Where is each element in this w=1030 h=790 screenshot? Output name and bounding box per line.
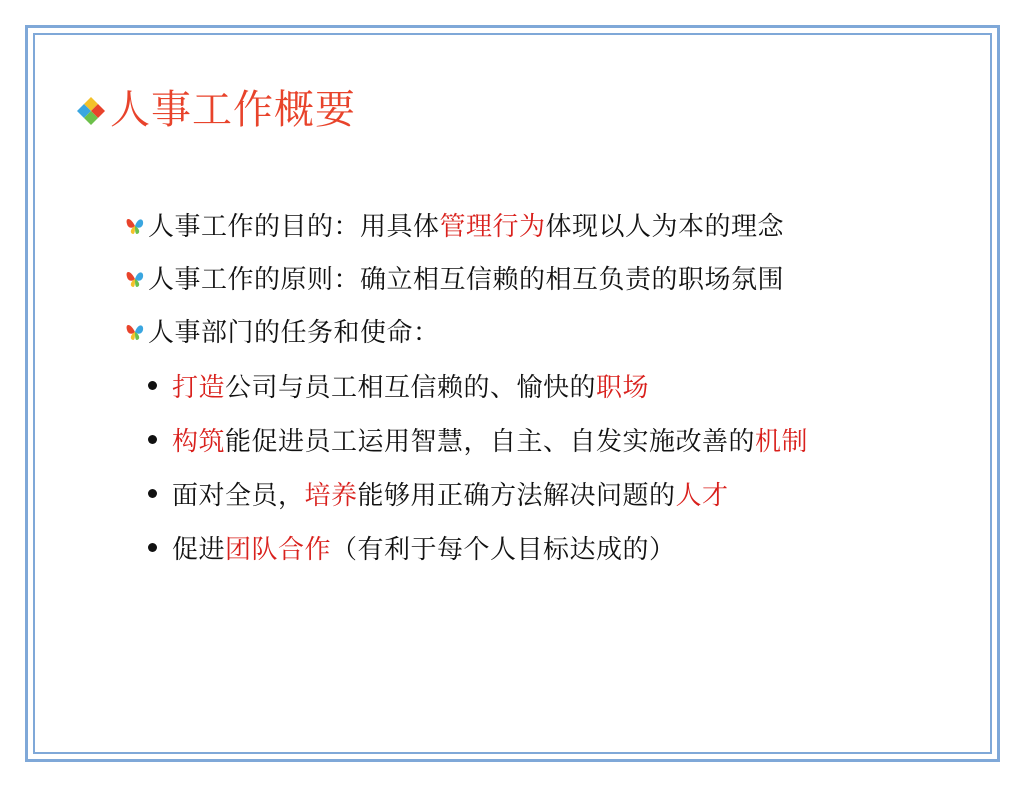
list-item-text [148,259,784,296]
bullet-dot-icon [148,381,157,390]
highlight-text: 人才 [675,480,729,511]
highlight-text: 打造 [172,372,226,403]
list-item [148,412,808,466]
text-segment: 人事部门的任务和使命： [148,318,440,348]
text-segment: （有利于每个人目标达成的） [331,534,676,565]
diamond-cluster-icon [76,95,106,125]
highlight-text: 培养 [304,480,358,511]
list-item-text [172,475,729,512]
list-item [124,304,784,357]
text-segment: 体现以人为本的理念 [545,212,785,242]
text-segment: 面对全员， [172,480,305,511]
list-item [124,251,784,304]
highlight-text: 构筑 [172,426,226,457]
text-segment: 促进 [172,534,226,565]
slide-title: 人事工作概要 [110,87,356,133]
list-item-text [172,367,649,404]
butterfly-icon [124,320,146,342]
slide-title-row [76,80,356,140]
text-segment: 人事工作的原则：确立相互信赖的相互负责的职场氛围 [148,265,785,295]
text-segment: 能促进员工运用智慧，自主、自发实施改善的 [225,426,756,457]
highlight-text: 机制 [755,426,809,457]
list-item-text [172,421,808,458]
list-item [148,358,808,412]
bullet-dot-icon [148,489,157,498]
list-item [148,466,808,520]
text-segment: 公司与员工相互信赖的、愉快的 [225,372,597,403]
highlight-text: 团队合作 [225,534,332,565]
list-item-text [172,529,676,566]
list-item-text [148,312,440,349]
list-item [148,520,808,574]
highlight-text: 职场 [596,372,650,403]
butterfly-icon [124,214,146,236]
text-segment: 人事工作的目的：用具体 [148,212,440,242]
butterfly-icon [124,267,146,289]
list-item [124,198,784,251]
main-bullet-list [124,198,784,357]
sub-bullet-list [148,358,808,574]
list-item-text [148,206,784,243]
bullet-dot-icon [148,543,157,552]
highlight-text: 管理行为 [439,212,546,242]
bullet-dot-icon [148,435,157,444]
text-segment: 能够用正确方法解决问题的 [357,480,676,511]
